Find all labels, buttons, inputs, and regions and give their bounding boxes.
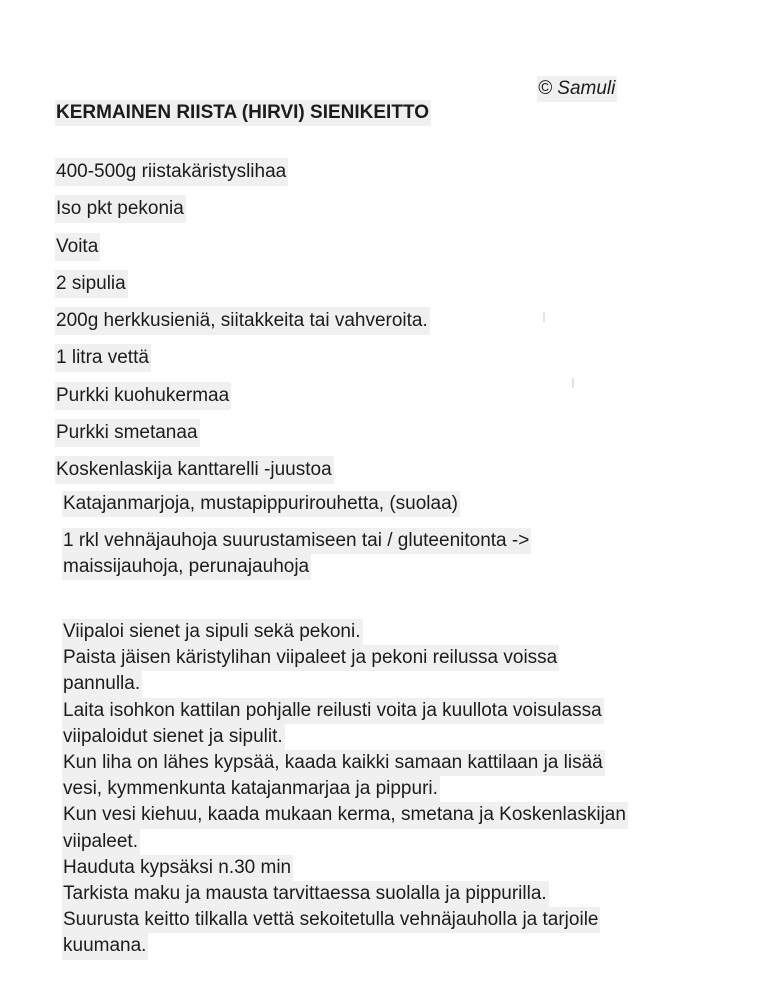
ingredient-item bbox=[55, 456, 430, 493]
ingredient-text: 2 sipulia bbox=[55, 270, 128, 298]
ingredient-text: 200g herkkusieniä, siitakkeita tai vahveroita. bbox=[55, 307, 430, 335]
instruction-line bbox=[62, 724, 628, 750]
ingredient-text: maissijauhoja, perunajauhoja bbox=[62, 554, 311, 580]
ingredient-text: Purkki kuohukermaa bbox=[55, 382, 231, 410]
instruction-line bbox=[62, 776, 628, 802]
ingredient-text: Koskenlaskija kanttarelli -juustoa bbox=[55, 456, 334, 484]
ingredient-item bbox=[55, 382, 430, 419]
instruction-line bbox=[62, 855, 628, 881]
instruction-text: Viipaloi sienet ja sipuli sekä pekoni. bbox=[62, 619, 363, 645]
ingredient-item bbox=[55, 307, 430, 344]
instruction-text: Kun vesi kiehuu, kaada mukaan kerma, smetana ja Koskenlaskijan bbox=[62, 802, 628, 828]
scan-artifact bbox=[543, 312, 545, 322]
instruction-text: vesi, kymmenkunta katajanmarjaa ja pippuri. bbox=[62, 776, 440, 802]
ingredient-text: 1 litra vettä bbox=[55, 344, 151, 372]
ingredient-item bbox=[62, 528, 531, 554]
instruction-line bbox=[62, 907, 628, 933]
instruction-line bbox=[62, 619, 628, 645]
ingredient-item bbox=[62, 491, 531, 517]
recipe-title-text: KERMAINEN RIISTA (HIRVI) SIENIKEITTO bbox=[55, 100, 431, 126]
instruction-text: kuumana. bbox=[62, 933, 148, 959]
ingredient-text: Katajanmarjoja, mustapippurirouhetta, (suolaa) bbox=[62, 491, 460, 517]
instruction-text: viipaloidut sienet ja sipulit. bbox=[62, 724, 285, 750]
ingredient-list bbox=[55, 158, 430, 494]
ingredient-item bbox=[55, 158, 430, 195]
instructions bbox=[62, 619, 628, 960]
instruction-text: pannulla. bbox=[62, 671, 142, 697]
instruction-text: Hauduta kypsäksi n.30 min bbox=[62, 855, 293, 881]
recipe-title bbox=[55, 100, 431, 126]
instruction-text: Tarkista maku ja mausta tarvittaessa suolalla ja pippurilla. bbox=[62, 881, 549, 907]
instruction-text: viipaleet. bbox=[62, 829, 140, 855]
ingredient-text: Purkki smetanaa bbox=[55, 419, 200, 447]
instruction-line bbox=[62, 750, 628, 776]
instruction-line bbox=[62, 802, 628, 828]
instruction-text: Paista jäisen käristylihan viipaleet ja pekoni reilussa voissa bbox=[62, 645, 559, 671]
ingredient-item bbox=[55, 419, 430, 456]
ingredient-item bbox=[55, 270, 430, 307]
instruction-line bbox=[62, 829, 628, 855]
scan-artifact bbox=[572, 378, 574, 388]
ingredient-list-extra bbox=[62, 491, 531, 580]
ingredient-item bbox=[55, 195, 430, 232]
ingredient-text: Voita bbox=[55, 233, 100, 261]
ingredient-item bbox=[62, 554, 531, 580]
instruction-line bbox=[62, 645, 628, 671]
ingredient-text: 400-500g riistakäristyslihaa bbox=[55, 158, 288, 186]
instruction-text: Laita isohkon kattilan pohjalle reilusti voita ja kuullota voisulassa bbox=[62, 698, 604, 724]
ingredient-item bbox=[55, 233, 430, 270]
instruction-text: Suurusta keitto tilkalla vettä sekoitetulla vehnäjauholla ja tarjoile bbox=[62, 907, 600, 933]
instruction-text: Kun liha on lähes kypsää, kaada kaikki samaan kattilaan ja lisää bbox=[62, 750, 605, 776]
instruction-line bbox=[62, 933, 628, 959]
ingredient-text: Iso pkt pekonia bbox=[55, 195, 186, 223]
ingredient-text: 1 rkl vehnäjauhoja suurustamiseen tai / gluteenitonta -> bbox=[62, 528, 531, 554]
instruction-line bbox=[62, 671, 628, 697]
author-credit bbox=[537, 76, 617, 102]
author-credit-text: © Samuli bbox=[537, 76, 617, 102]
instruction-line bbox=[62, 881, 628, 907]
instruction-line bbox=[62, 698, 628, 724]
ingredient-item bbox=[55, 344, 430, 381]
